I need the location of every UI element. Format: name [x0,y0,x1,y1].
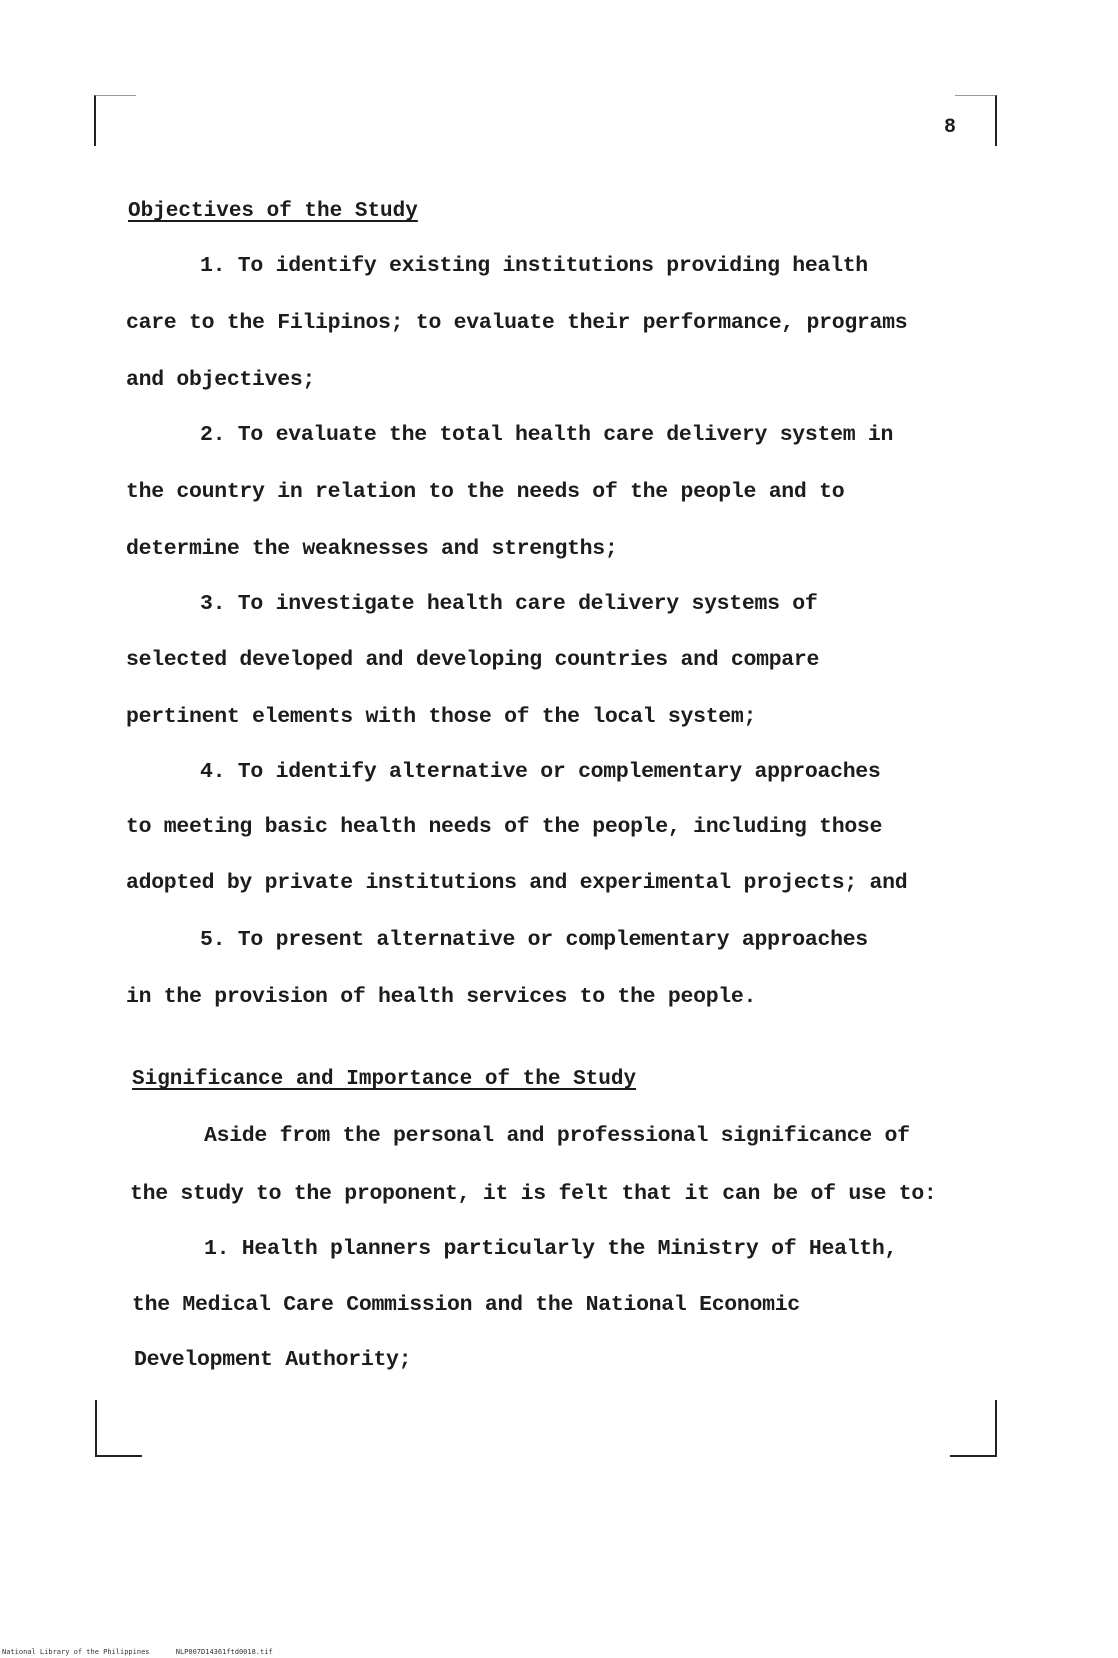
significance-item-1-line-3: Development Authority; [134,1348,412,1372]
objective-3-line-1: 3. To investigate health care delivery systems of [200,592,818,616]
significance-line-2: the study to the proponent, it is felt that it can be of use to: [130,1182,937,1206]
objective-1-line-1: 1. To identify existing institutions providing health [200,254,868,278]
objective-2-line-3: determine the weaknesses and strengths; [126,537,618,561]
crop-mark-top-right [955,95,997,146]
significance-item-1-line-2: the Medical Care Commission and the National Economic [132,1293,800,1317]
significance-line-1: Aside from the personal and professional significance of [204,1124,910,1148]
objective-4-line-2: to meeting basic health needs of the people, including those [126,815,883,839]
crop-mark-bottom-left [95,1400,142,1457]
scan-footer [2,1648,295,1656]
objective-4-line-3: adopted by private institutions and experimental projects; and [126,871,908,895]
objective-3-line-3: pertinent elements with those of the local system; [126,705,757,729]
objective-3-line-2: selected developed and developing countries and compare [126,648,820,672]
crop-mark-top-left [94,95,136,146]
footer-file: NLP007D14361ftd0018.tif [175,1648,273,1656]
objective-5-line-1: 5. To present alternative or complementary approaches [200,928,868,952]
objective-4-line-1: 4. To identify alternative or complementary approaches [200,760,881,784]
objective-5-line-2: in the provision of health services to the people. [126,985,757,1009]
footer-source: National Library of the Philippines [2,1648,150,1656]
objectives-heading: Objectives of the Study [128,200,418,223]
page-number: 8 [944,116,957,139]
significance-item-1-line-1: 1. Health planners particularly the Ministry of Health, [204,1237,898,1261]
objective-1-line-3: and objectives; [126,368,316,392]
objective-2-line-1: 2. To evaluate the total health care delivery system in [200,423,894,447]
crop-mark-bottom-right [950,1400,997,1457]
objective-1-line-2: care to the Filipinos; to evaluate their performance, programs [126,311,908,335]
objective-2-line-2: the country in relation to the needs of the people and to [126,480,845,504]
significance-heading: Significance and Importance of the Study [132,1068,637,1091]
